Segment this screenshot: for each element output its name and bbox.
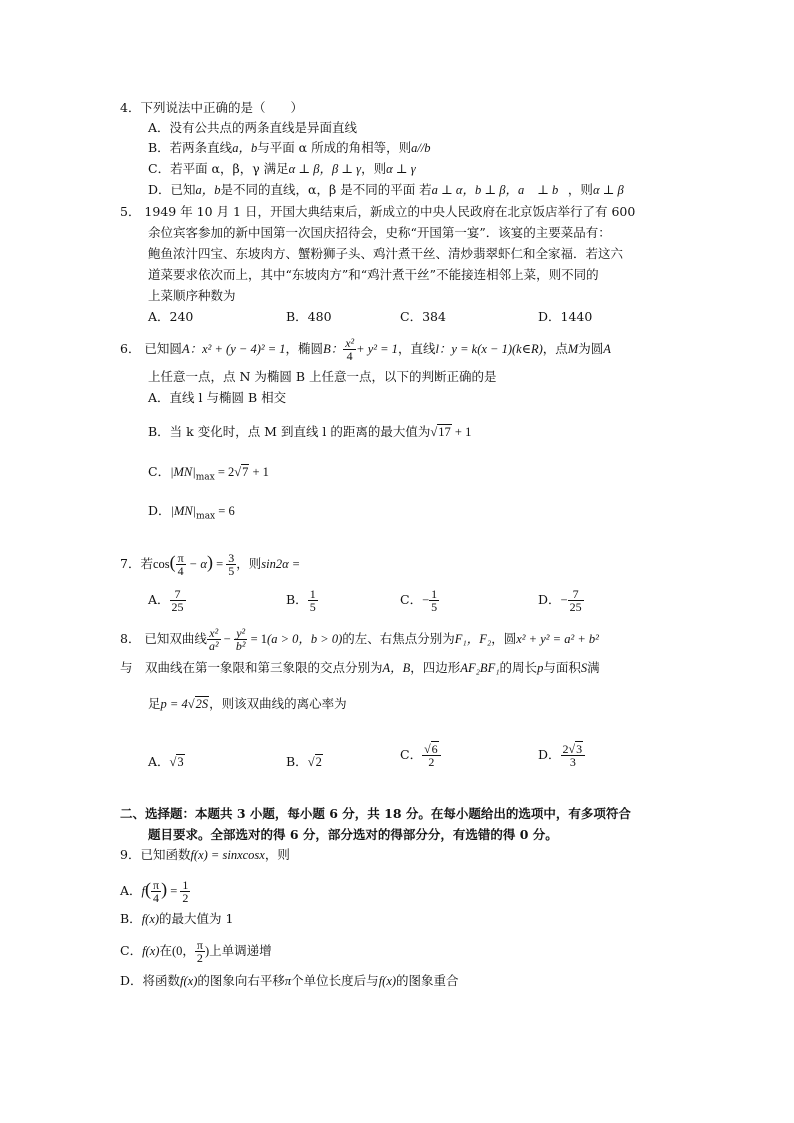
q7-pi: π — [177, 551, 184, 565]
q8-option-c — [400, 740, 441, 770]
q8-a-rad: 3 — [177, 755, 184, 769]
q8-b-label: B． — [286, 754, 308, 769]
q9-c-pi: π — [196, 938, 203, 952]
q6-b-post: + 1 — [451, 425, 472, 439]
q7-option-b — [286, 588, 318, 613]
q8-x-frac — [207, 627, 221, 652]
q7-alpha: − α — [185, 557, 207, 571]
q4-d-math1: a ⊥ α，b ⊥ β，a⃗ ⊥ b⃗ — [431, 183, 568, 197]
q7-d-frac — [568, 588, 584, 613]
q6-ellipse-post: + y² = 1 — [356, 342, 398, 356]
q9-a-f: f — [141, 884, 146, 898]
q8-line3-pre: 足 — [148, 696, 161, 711]
q8-s: S — [580, 661, 588, 675]
q8-d-num-rad: 3 — [576, 742, 583, 756]
q9-a-den: 2 — [182, 891, 189, 905]
q9-a-pi: π — [153, 878, 160, 892]
q8-cond2: p = 4 — [160, 697, 188, 711]
q7-a-num: 7 — [170, 588, 186, 601]
q5-option-b: B．480 — [286, 309, 332, 324]
q8-d-frac — [561, 743, 586, 768]
q9-b-label: B． — [120, 911, 142, 926]
q8-mid5: 与面积 — [543, 660, 581, 675]
q9-stem — [120, 847, 290, 863]
q6-c-rad: 7 — [242, 465, 249, 479]
q7-rparen: ) — [206, 552, 213, 572]
q4-d-mid1: 是不同的直线，α，β 是不同的平面 若 — [220, 182, 432, 197]
q9-d-pre: D．将函数 — [120, 973, 181, 988]
q9-a-four: 4 — [153, 891, 160, 905]
q7-rhs-den: 5 — [228, 564, 235, 578]
q8-y-frac — [234, 627, 248, 652]
q5-line2: 余位宾客参加的新中国第一次国庆招待会，史称“开国第一宴”．该宴的主要菜品有： — [148, 225, 611, 240]
q6-mid1: ，椭圆 — [285, 341, 324, 356]
q9-a-rparen: ) — [161, 879, 168, 899]
q9-func: f(x) = sinxcosx — [190, 848, 265, 862]
q7-sin2a: sin2α = — [261, 557, 301, 571]
q6-m: M — [567, 342, 579, 356]
q7-d-sign: − — [560, 593, 568, 607]
q7-a-frac — [170, 588, 186, 613]
q9-c-f: f(x) — [142, 944, 160, 958]
q7-option-d — [538, 588, 584, 613]
q7-a-den: 25 — [171, 600, 184, 614]
q6-mid3: ，点 — [542, 341, 568, 356]
q8-c-frac — [422, 743, 441, 768]
q8-y2: y² — [234, 627, 248, 640]
q8-line3 — [148, 696, 347, 712]
q9-b-text: 的最大值为 1 — [159, 911, 234, 926]
q4-option-a: A．没有公共点的两条直线是异面直线 — [148, 120, 358, 135]
q9-a-arg — [151, 879, 161, 904]
q6-line-eq: l：y = k(x − 1)(k∈R) — [435, 342, 543, 356]
q8-mid3: ，四边形 — [410, 660, 461, 675]
q9-c-int-pre: (0， — [171, 944, 195, 958]
q8-option-d — [538, 740, 585, 770]
q4-option-d — [148, 182, 624, 198]
q9-c-frac — [195, 939, 205, 964]
q6-ellipse-pre: B： — [323, 342, 344, 356]
q4-stem: 4．下列说法中正确的是（ ） — [120, 100, 303, 115]
q7-pi-frac — [176, 552, 186, 577]
q6-mid2: ，直线 — [397, 341, 436, 356]
q8-option-a — [148, 754, 185, 770]
q7-cos: cos — [152, 557, 170, 571]
q7-b-label: B． — [286, 592, 308, 607]
q6-ellipse-num: x² — [345, 336, 355, 350]
q9-c-text1: 在 — [159, 943, 172, 958]
q7-pre: 7．若 — [120, 556, 153, 571]
q9-pre: 9．已知函数 — [120, 847, 191, 862]
q7-a-label: A． — [148, 592, 170, 607]
q9-a-eq: = — [167, 884, 181, 898]
q9-b-f: f(x) — [141, 912, 160, 926]
q6-b-rad: 17 — [438, 425, 451, 439]
q4-c-pre: C．若平面 α，β，γ 满足 — [148, 161, 289, 176]
section2-line1: 二、选择题：本题共 3 小题，每小题 6 分，共 18 分。在每小题给出的选项中，有多项符合 — [120, 806, 631, 821]
q7-c-label: C． — [400, 592, 423, 607]
q8-pre: 8． 已知双曲线 — [120, 631, 207, 646]
q6-d-eq: = 6 — [215, 504, 235, 518]
q6-circle: A：x² + (y − 4)² = 1 — [181, 342, 286, 356]
q6-line1 — [120, 337, 611, 362]
q4-d-vars: a，b — [195, 183, 221, 197]
q9-d-post: 的图象重合 — [396, 973, 459, 988]
q8-foci: F₁，F₂ — [454, 632, 492, 646]
q4-d-pre: D．已知 — [148, 182, 196, 197]
q6-ellipse-frac — [343, 337, 356, 362]
q4-c-math1: α ⊥ β，β ⊥ γ — [288, 162, 362, 176]
q9-a-label: A． — [120, 883, 142, 898]
q5-line3: 鲍鱼浓汁四宝、东坡肉方、蟹粉狮子头、鸡汁煮干丝、清炒翡翠虾仁和全家福．若这六 — [148, 246, 624, 261]
q6-c-sqrt: √7 — [234, 465, 249, 479]
q8-c-num: √6 — [422, 743, 441, 756]
q8-b-sqrt: √2 — [307, 755, 322, 769]
q7-lparen: ( — [169, 552, 176, 572]
q7-four: 4 — [177, 564, 184, 578]
q8-c-num-rad: 6 — [431, 742, 438, 756]
q7-d-num: 7 — [568, 588, 584, 601]
q7-rhs-frac — [226, 552, 236, 577]
q8-b-rad: 2 — [315, 755, 322, 769]
q6-b-pre: B．当 k 变化时，点 M 到直线 l 的距离的最大值为 — [148, 424, 431, 439]
q8-cond: (a > 0，b > 0) — [267, 632, 343, 646]
q5-option-a: A．240 — [148, 309, 194, 324]
q7-post: ，则 — [236, 556, 262, 571]
q8-cond2-sqrt: √2S — [187, 697, 209, 711]
q8-cond2-rad: 2S — [195, 697, 209, 711]
q6-d-math: |MN| — [170, 504, 197, 518]
q9-a-frac — [180, 879, 190, 904]
q6-line2: 上任意一点，点 N 为椭圆 B 上任意一点，以下的判断正确的是 — [148, 369, 497, 384]
q9-c-text2: 上单调递增 — [209, 943, 272, 958]
q9-post: ，则 — [264, 847, 290, 862]
q4-c-math2: α ⊥ γ — [386, 162, 416, 176]
q5-option-c: C．384 — [400, 309, 446, 324]
q6-pre: 6． 已知圆 — [120, 341, 182, 356]
q9-option-d — [120, 973, 459, 989]
q6-d-sub: max — [196, 511, 216, 522]
q8-c-label: C． — [400, 747, 423, 762]
q9-d-mid: 的图象向右平移 — [197, 973, 285, 988]
q9-c-two: 2 — [196, 951, 203, 965]
q8-line2 — [120, 660, 600, 676]
q8-a2: a² — [208, 639, 219, 653]
q8-a-label: A． — [148, 754, 170, 769]
q9-c-int-post: ) — [204, 944, 210, 958]
q9-option-a — [120, 876, 190, 904]
q8-d-den: 3 — [569, 755, 576, 769]
q5-line1: 5． 1949 年 10 月 1 日，开国大典结束后，新成立的中央人民政府在北京饭店举行了有 600 — [120, 204, 636, 219]
q8-a-sqrt: √3 — [169, 755, 184, 769]
q4-b-pre: B．若两条直线 — [148, 140, 233, 155]
q8-b2: b² — [235, 639, 246, 653]
q7-b-den: 5 — [309, 600, 316, 614]
q6-option-b — [148, 424, 471, 440]
q4-b-math: a//b — [411, 141, 431, 155]
q6-c-post: + 1 — [249, 465, 269, 479]
q8-d-label: D． — [538, 747, 561, 762]
q9-a-lparen: ( — [145, 879, 152, 899]
q7-c-den: 5 — [431, 600, 438, 614]
q7-c-num: 1 — [431, 587, 438, 601]
q9-d-pi: π — [284, 974, 292, 988]
q6-option-a: A．直线 l 与椭圆 B 相交 — [148, 390, 287, 405]
q7-option-c — [400, 588, 439, 613]
q8-option-b — [286, 754, 323, 770]
q7-rhs-num: 3 — [228, 551, 235, 565]
q8-mid2: ，圆 — [491, 631, 517, 646]
q6-option-c — [148, 464, 269, 486]
q7-d-den: 25 — [569, 600, 582, 614]
q4-d-math2: α ⊥ β — [592, 183, 624, 197]
q8-line2-pre: 与 双曲线在第一象限和第三象限的交点分别为 — [120, 660, 383, 675]
q8-mid4: 的周长 — [499, 660, 538, 675]
q7-option-a — [148, 588, 186, 613]
q6-option-d — [148, 503, 235, 525]
q4-b-mid: 与平面 α 所成的角相等，则 — [257, 140, 412, 155]
q6-d-pre: D． — [148, 503, 171, 518]
q9-c-label: C． — [120, 943, 143, 958]
q7-b-num: 1 — [309, 587, 316, 601]
q6-b-sqrt: √17 — [430, 425, 451, 439]
section2-line2: 题目要求。全部选对的得 6 分，部分选对的得部分分，有选错的得 0 分。 — [148, 827, 558, 842]
q8-tail: 满 — [587, 660, 600, 675]
q8-d-num: 2√3 — [561, 743, 586, 756]
q7-d-label: D． — [538, 592, 561, 607]
q9-a-num: 1 — [182, 878, 189, 892]
q8-quad: AF₂BF₁ — [460, 661, 500, 675]
q7-c-sign: − — [422, 593, 430, 607]
q7-stem — [120, 550, 300, 577]
q4-option-b — [148, 140, 431, 156]
q7-eq: = — [212, 557, 227, 571]
q8-minus: − — [220, 632, 234, 646]
q9-d-f2: f(x) — [378, 974, 397, 988]
q6-ellipse-den: 4 — [346, 349, 353, 363]
q6-c-eq: = 2 — [214, 465, 235, 479]
q6-c-sub: max — [195, 472, 215, 483]
q4-b-vars: a，b — [232, 141, 258, 155]
q7-c-frac — [429, 588, 439, 613]
q6-tail1: 为圆 — [578, 341, 604, 356]
q8-eq1: = 1 — [247, 632, 268, 646]
q8-p: p — [537, 661, 544, 675]
q6-c-pre: C． — [148, 464, 171, 479]
q9-option-b — [120, 911, 233, 927]
q5-line5: 上菜顺序种数为 — [148, 288, 236, 303]
q8-circle: x² + y² = a² + b² — [516, 632, 599, 646]
q6-a-letter: A — [603, 342, 611, 356]
q8-line3-post: ，则该双曲线的离心率为 — [209, 696, 347, 711]
q8-c-den: 2 — [428, 755, 435, 769]
q9-option-c — [120, 938, 272, 964]
q8-x2: x² — [207, 627, 221, 640]
q4-c-mid: ，则 — [361, 161, 387, 176]
q7-b-frac — [308, 588, 318, 613]
q9-d-f1: f(x) — [180, 974, 198, 988]
q8-d-num-pre: 2 — [562, 742, 569, 756]
q4-d-mid2: ，则 — [567, 182, 593, 197]
q9-d-mid2: 个单位长度后与 — [291, 973, 379, 988]
q6-c-math: |MN| — [170, 465, 196, 479]
q8-ab: A，B — [382, 661, 411, 675]
q4-option-c — [148, 161, 416, 177]
q5-line4: 道菜要求依次而上，其中“东坡肉方”和“鸡汁煮干丝”不能接连相邻上菜，则不同的 — [148, 267, 599, 282]
q8-mid1: 的左、右焦点分别为 — [342, 631, 455, 646]
q5-option-d: D．1440 — [538, 309, 593, 324]
q8-line1 — [120, 626, 599, 652]
